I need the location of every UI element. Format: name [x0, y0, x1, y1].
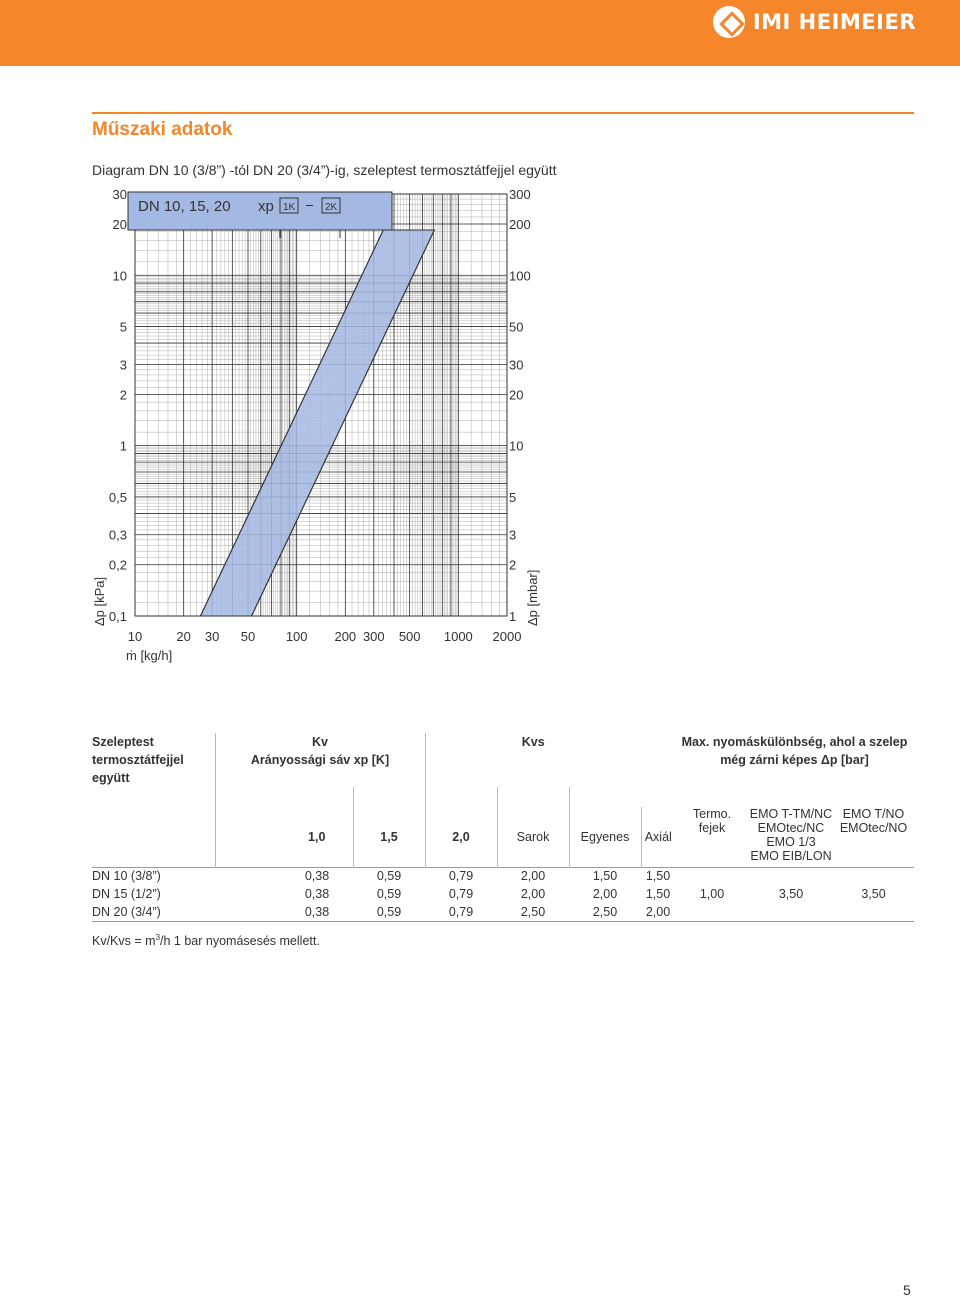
- y-tick-right: 300: [509, 187, 531, 202]
- header-bar: [0, 0, 960, 66]
- x-tick: 10: [127, 629, 143, 644]
- emo-col2-line1: EMO T/NO: [842, 807, 905, 821]
- emo-col2: [833, 807, 914, 867]
- x-tick: 30: [204, 629, 220, 644]
- y-tick-left: 3: [119, 357, 127, 373]
- emo-col1-line4: EMO EIB/LON: [750, 849, 832, 863]
- row-dn15-v5: 2,00: [592, 887, 618, 901]
- y-tick-right: 30: [509, 357, 524, 373]
- xp-1-0: 1,0: [308, 829, 326, 844]
- band-label-2k: 2K: [325, 202, 338, 213]
- y-tick-left: 0,2: [108, 557, 127, 573]
- xp-band: [200, 230, 434, 616]
- title-rule: [92, 112, 914, 114]
- row-dn10-name: DN 10 (3/8”): [92, 867, 215, 885]
- row-dn20-v1: 0,38: [281, 903, 353, 921]
- kv-header: Kv: [215, 733, 425, 751]
- y-tick-left: 0,1: [108, 609, 127, 624]
- footnote-pre: Kv/Kvs = m: [92, 934, 156, 949]
- pressure-flow-diagram: [0, 180, 960, 680]
- y-tick-right: 3: [509, 527, 517, 543]
- row-dn15-v6: 1,50: [645, 887, 671, 901]
- emo-col1: [749, 807, 833, 867]
- y-tick-left: 5: [119, 319, 127, 335]
- band-label-prefix: xp: [258, 198, 274, 215]
- y-tick-right: 2: [509, 557, 517, 573]
- row-dn20-v4: 2,50: [497, 903, 569, 921]
- max-dp-value-3: 3,50: [833, 867, 914, 921]
- kvs-col-axial: Axiál: [641, 807, 675, 867]
- y-axis-label-right: Δp [mbar]: [525, 569, 540, 626]
- y-tick-left: 1: [119, 438, 127, 454]
- kvs-header: Kvs: [425, 733, 641, 751]
- row-dn15-v1: 0,38: [304, 887, 330, 901]
- brand-name: IMI HEIMEIER: [752, 10, 916, 34]
- x-tick: 100: [285, 629, 308, 644]
- kv-subheader: Arányossági sáv xp [K]: [215, 751, 425, 769]
- y-tick-right: 1: [509, 609, 517, 624]
- y-tick-left: 2: [119, 387, 127, 403]
- y-tick-right: 10: [509, 438, 524, 454]
- row-dn20-v5: 2,50: [569, 903, 641, 921]
- imi-diamond-logo-icon: [713, 6, 745, 38]
- row-dn10-v4: 2,00: [497, 867, 569, 885]
- y-tick-left: 10: [112, 268, 127, 284]
- x-tick: 20: [176, 629, 191, 644]
- x-tick: 200: [334, 629, 357, 644]
- x-tick: 2000: [492, 629, 522, 644]
- row-dn10-v1: 0,38: [281, 867, 353, 885]
- row-dn20-v6: 2,00: [641, 903, 675, 921]
- x-tick: 500: [398, 629, 421, 644]
- xp-1-5: 1,5: [353, 807, 425, 867]
- xp-2-0: 2,0: [425, 807, 497, 867]
- row-dn15-v2: 0,59: [376, 887, 402, 901]
- emo-col1-line1: EMO T-TM/NC: [749, 807, 833, 821]
- termo-label: [675, 807, 749, 867]
- series-1k-line: [200, 230, 383, 616]
- footnote-sup: 3: [155, 933, 161, 942]
- y-axis-label-left: Δp [kPa]: [92, 576, 107, 626]
- band-label-1k: 1K: [283, 202, 296, 213]
- kvs-col-egyenes: Egyenes: [569, 807, 641, 867]
- row-dn15-name: DN 15 (1/2”): [92, 887, 161, 901]
- page-number: 5: [903, 1282, 911, 1298]
- y-tick-right: 20: [509, 387, 524, 403]
- max-dp-header-line2: még zárni képes Δp [bar]: [720, 753, 869, 767]
- row-dn20-v2: 0,59: [353, 903, 425, 921]
- xp-band-fill: [200, 230, 434, 616]
- brand-logo: [713, 6, 916, 38]
- emo-col2-line2: EMOtec/NO: [839, 821, 908, 835]
- y-tick-left: 30: [112, 187, 127, 202]
- chart-title: DN 10, 15, 20: [138, 198, 231, 215]
- x-tick: 300: [362, 629, 385, 644]
- x-axis-label: ṁ [kg/h]: [126, 648, 173, 663]
- row-dn10-v3: 0,79: [425, 867, 497, 885]
- y-tick-right: 50: [509, 319, 524, 335]
- col1-header-line2: termosztátfejjel: [92, 753, 184, 767]
- kvs-col-sarok: Sarok: [497, 807, 569, 867]
- y-tick-left: 0,3: [108, 527, 127, 543]
- termo-label-line1: Termo.: [692, 807, 732, 821]
- row-dn15-v3: 0,79: [448, 887, 474, 901]
- x-tick: 1000: [443, 629, 473, 644]
- row-dn10-v6: 1,50: [641, 867, 675, 885]
- max-dp-value-1: 1,00: [675, 867, 749, 921]
- footnote: [92, 933, 320, 948]
- emo-col1-line2: EMOtec/NC: [757, 821, 825, 835]
- col1-header-line3: együtt: [92, 771, 130, 785]
- row-dn10-v5: 1,50: [569, 867, 641, 885]
- y-tick-left: 20: [112, 216, 127, 232]
- termo-label-line2: fejek: [698, 821, 726, 835]
- emo-col1-line3: EMO 1/3: [766, 835, 816, 849]
- kv-data-table: [92, 733, 914, 922]
- y-tick-right: 200: [509, 216, 531, 232]
- row-dn15-v4: 2,00: [520, 887, 546, 901]
- x-tick: 50: [240, 629, 256, 644]
- chart-legend-box: [128, 192, 392, 230]
- diagram-title: Diagram DN 10 (3/8”) -tól DN 20 (3/4”)-ig, szeleptest termosztátfejjel együtt: [92, 162, 557, 178]
- max-dp-header-line1: Max. nyomáskülönbség, ahol a szelep: [681, 735, 908, 749]
- section-title: Műszaki adatok: [92, 119, 233, 140]
- col1-header-line1: Szeleptest: [92, 735, 154, 749]
- y-tick-right: 5: [509, 489, 517, 505]
- footnote-post: /h 1 bar nyomásesés mellett.: [160, 934, 320, 949]
- max-dp-value-2: 3,50: [749, 867, 833, 921]
- y-tick-left: 0,5: [108, 489, 127, 505]
- row-dn10-v2: 0,59: [353, 867, 425, 885]
- row-dn20-v3: 0,79: [425, 903, 497, 921]
- row-dn20-name: DN 20 (3/4”): [92, 903, 215, 921]
- y-tick-right: 100: [509, 268, 531, 284]
